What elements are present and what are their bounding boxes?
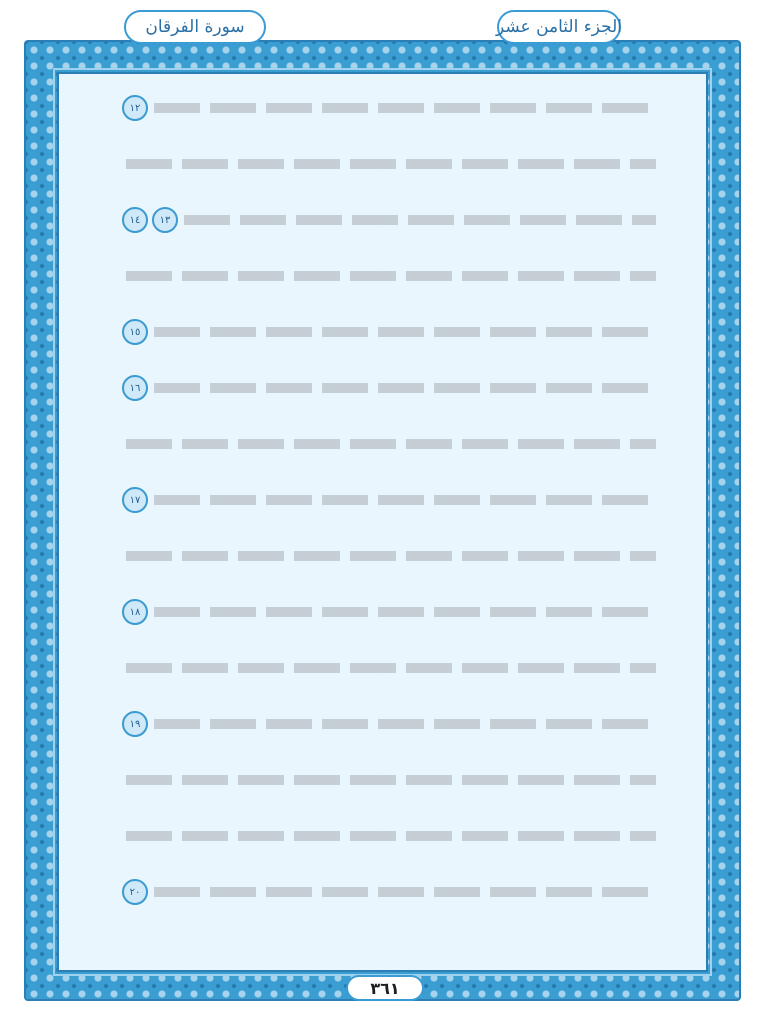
ayah-number-marker: ١٦ [122,375,148,401]
verse-line [120,870,656,914]
verse-line-text [154,383,656,393]
verse-line-text [154,607,656,617]
ayah-number-marker: ١٢ [122,95,148,121]
verse-line [120,758,656,802]
verse-line-text [126,831,656,841]
verse-line [120,590,656,634]
juz-label: الجزء الثامن عشر [497,10,621,44]
ayah-number-marker: ١٧ [122,487,148,513]
verse-line [120,198,656,242]
verse-line-text [184,215,656,225]
ayah-number-marker: ١٩ [122,711,148,737]
verse-line-text [154,327,656,337]
ayah-number-marker: ١٤ [122,207,148,233]
verse-line-text [154,887,656,897]
verse-line-text [126,551,656,561]
verse-line-text [126,775,656,785]
verse-line-text [126,663,656,673]
verse-line [120,254,656,298]
verse-line [120,478,656,522]
verse-line [120,534,656,578]
verse-line [120,422,656,466]
verse-line-text [154,719,656,729]
verse-line [120,86,656,130]
verse-line [120,310,656,354]
verse-line [120,646,656,690]
verse-line [120,366,656,410]
verse-line-text [126,159,656,169]
verse-line-text [126,439,656,449]
verse-line-text [154,103,656,113]
verse-line [120,702,656,746]
verse-line [120,814,656,858]
verse-line [120,142,656,186]
surah-label: سورة الفرقان [124,10,266,44]
page-number: ٣٦١ [346,975,424,1001]
verse-line-text [154,495,656,505]
verse-line-text [126,271,656,281]
ayah-number-marker: ١٨ [122,599,148,625]
ayah-number-marker: ١٥ [122,319,148,345]
ayah-number-marker: ١٣ [152,207,178,233]
ayah-number-marker: ٢٠ [122,879,148,905]
